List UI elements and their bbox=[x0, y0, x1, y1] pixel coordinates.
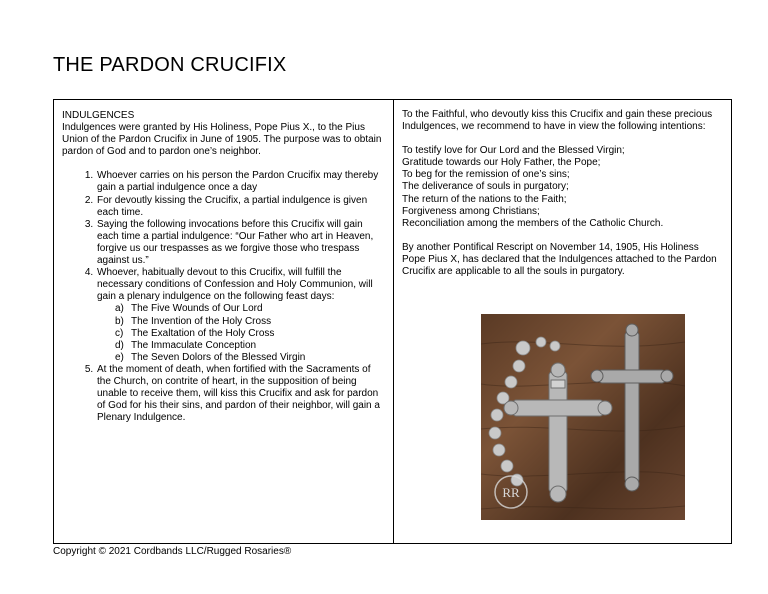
intention-line: To beg for the remission of one’s sins; bbox=[402, 169, 570, 181]
feast-item: e) The Seven Dolors of the Blessed Virgin bbox=[115, 351, 306, 363]
indulgences-heading: INDULGENCES bbox=[62, 110, 135, 121]
intention-line: To testify love for Our Lord and the Blessed Virgin; bbox=[402, 145, 625, 157]
content-table bbox=[53, 99, 732, 544]
intentions-list bbox=[402, 145, 721, 230]
copyright-footer: Copyright © 2021 Cordbands LLC/Rugged Rosaries® bbox=[53, 546, 292, 557]
feast-days-list bbox=[97, 303, 383, 363]
list-item: 2. For devoutly kissing the Crucifix, a partial indulgence is given each time. bbox=[96, 195, 383, 219]
intentions-intro: To the Faithful, who devoutly kiss this Crucifix and gain these precious Indulgences, we recommend to have in view the following intentions: bbox=[402, 109, 713, 133]
rr-watermark: RR bbox=[502, 485, 520, 500]
crucifix-photo bbox=[481, 314, 685, 520]
intentions-column bbox=[394, 100, 731, 543]
page-title: THE PARDON CRUCIFIX bbox=[53, 54, 287, 76]
feast-item: d) The Immaculate Conception bbox=[115, 339, 257, 351]
list-item: 4. Whoever, habitually devout to this Crucifix, will fulfill the necessary conditions of Confession and Holy Communion, will gain a plenary indulgence on the following feast days: a) The Five Wounds of Our Lord b) The Invention of the Holy Cross c) The Exaltation of the Holy Cross d) The Immaculate Conception e) The Seven Dolors of the Blessed Virgin bbox=[96, 267, 383, 364]
list-item: 5. At the moment of death, when fortified with the Sacraments of the Church, on contrite of heart, in the supposition of being unable to receive them, will kiss this Crucifix and ask for pardon of God for his their sins, and pardon of their neighbor, will gain a Plenary Indulgence. bbox=[96, 364, 383, 424]
indulgences-column bbox=[54, 100, 394, 543]
indulgences-intro: Indulgences were granted by His Holiness, Pope Pius X., to the Pius Union of the Pardon Crucifix in June of 1905. The purpose was to obtain pardon of God and to pardon one’s neighbor. bbox=[62, 122, 382, 158]
intention-line: Gratitude towards our Holy Father, the Pope; bbox=[402, 157, 601, 169]
intention-line: Forgiveness among Christians; bbox=[402, 205, 540, 217]
list-item: 3. Saying the following invocations before this Crucifix will gain each time a partial indulgence: “Our Father who art in Heaven, forgive us our trespasses as we forgive those who trespass against us.” bbox=[96, 219, 383, 267]
intention-line: The deliverance of souls in purgatory; bbox=[402, 181, 569, 193]
intention-line: The return of the nations to the Faith; bbox=[402, 193, 567, 205]
crucifix-photo-icon bbox=[481, 314, 685, 520]
intention-line: Reconciliation among the members of the Catholic Church. bbox=[402, 217, 664, 229]
feast-item: a) The Five Wounds of Our Lord bbox=[115, 303, 263, 315]
feast-item: b) The Invention of the Holy Cross bbox=[115, 315, 272, 327]
feast-item: c) The Exaltation of the Holy Cross bbox=[115, 327, 275, 339]
list-item: 1. Whoever carries on his person the Pardon Crucifix may thereby gain a partial indulgence once a day bbox=[96, 170, 383, 194]
indulgences-list bbox=[62, 170, 383, 424]
rescript-paragraph: By another Pontifical Rescript on November 14, 1905, His Holiness Pope Pius X, has declared that the Indulgences attached to the Pardon Crucifix are applicable to all the souls in purgatory. bbox=[402, 241, 717, 278]
